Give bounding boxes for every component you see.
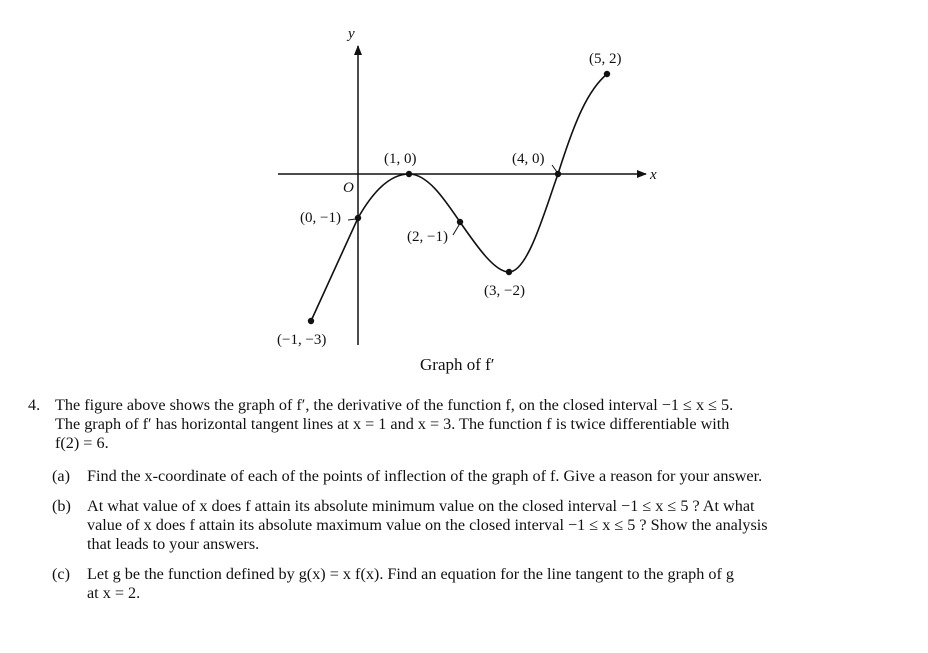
point-5-2 [604,71,610,77]
curve-points [308,71,610,324]
part-a [28,467,908,486]
label-1-0: (1, 0) [384,151,417,167]
part-c-letter: (c) [52,565,70,583]
stem-line: The figure above shows the graph of f′, the derivative of the function f, on the closed interval −1 ≤ x ≤ 5. [55,396,734,414]
part-a-line: Find the x-coordinate of each of the points of inflection of the graph of f. Give a reason for your answer. [87,467,763,485]
label-2-neg1: (2, −1) [407,229,448,245]
point-neg1-neg3 [308,318,314,324]
label-5-2: (5, 2) [589,51,622,67]
part-b-letter: (b) [52,497,71,515]
question-number: 4. [28,396,41,414]
stem-line: The graph of f′ has horizontal tangent lines at x = 1 and x = 3. The function f is twice differentiable with [55,415,730,433]
f-prime-curve [311,74,607,321]
label-4-0: (4, 0) [512,151,545,167]
part-a-letter: (a) [52,467,70,485]
part-b-line: that leads to your answers. [87,535,260,553]
point-0-neg1 [355,215,361,221]
point-1-0 [406,171,412,177]
origin-label: O [343,180,354,196]
label-3-neg2: (3, −2) [484,283,525,299]
y-axis-label: y [348,26,355,42]
point-labels [277,51,622,348]
point-3-neg2 [506,269,512,275]
label-neg1-neg3: (−1, −3) [277,332,327,348]
part-b-line: At what value of x does f attain its absolute minimum value on the closed interval −1 ≤ x ≤ 5 ? At what [87,497,755,515]
point-2-neg1 [457,219,463,225]
problem-4 [28,396,908,603]
point-4-0 [555,171,561,177]
graph-caption: Graph of f′ [420,355,495,374]
x-axis-label: x [650,167,657,183]
part-b-line: value of x does f attain its absolute maximum value on the closed interval −1 ≤ x ≤ 5 ? Show the analysis [87,516,768,534]
label-leaders [348,165,557,235]
part-b [28,497,908,554]
label-0-neg1: (0, −1) [300,210,341,226]
problem-stem [28,396,908,453]
stem-line: f(2) = 6. [55,434,109,452]
part-c-line: Let g be the function defined by g(x) = x f(x). Find an equation for the line tangent to the graph of g [87,565,735,583]
part-c-line: at x = 2. [87,584,141,602]
part-c [28,565,908,603]
